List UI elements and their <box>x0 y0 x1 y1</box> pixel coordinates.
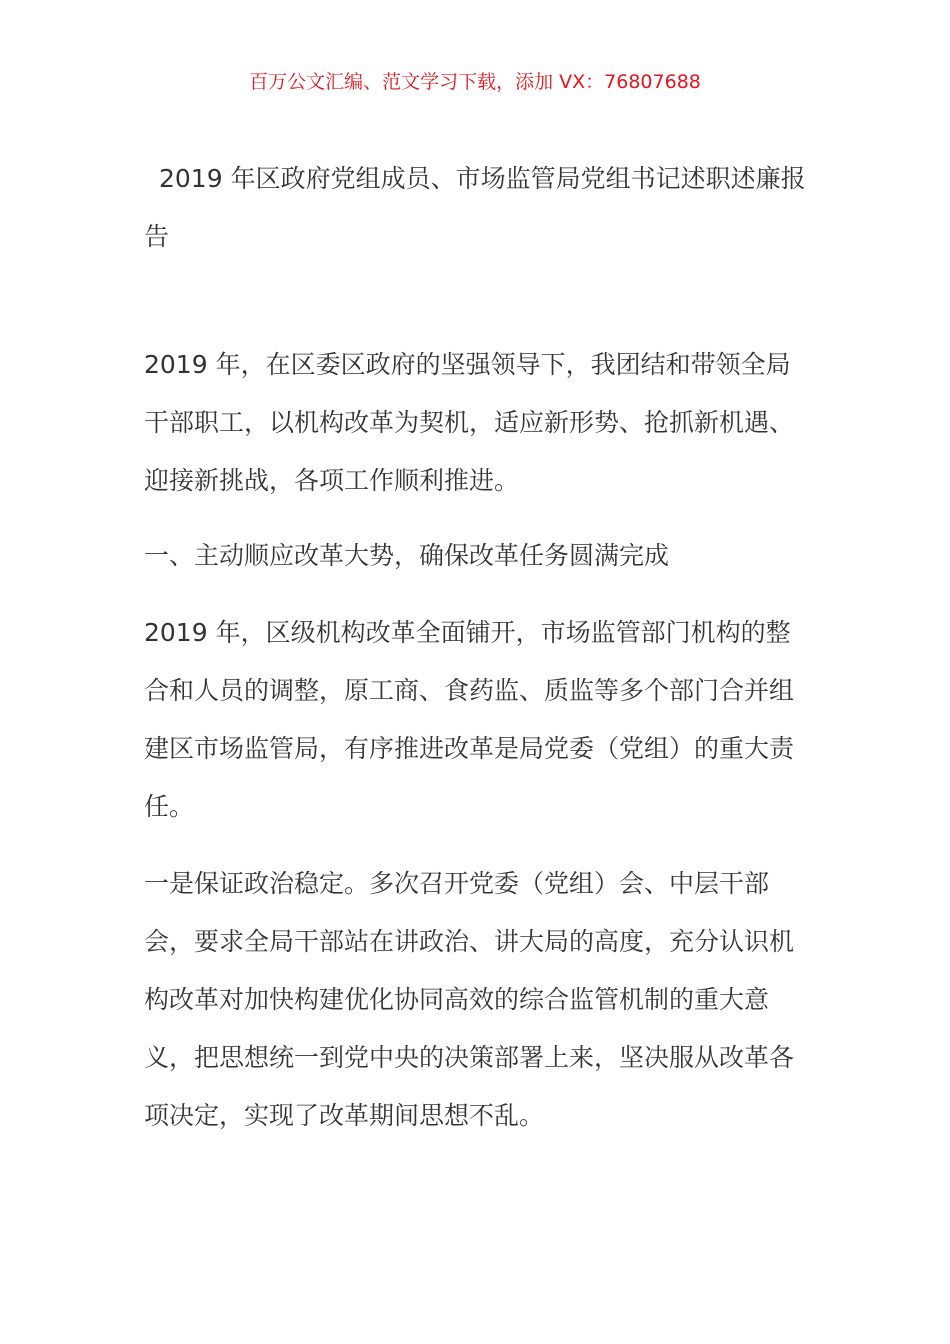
section-heading: 一、主动顺应改革大势，确保改革任务圆满完成 <box>144 541 670 570</box>
body-paragraph: 一是保证政治稳定。多次召开党委（党组）会、中层干部会，要求全局干部站在讲政治、讲大局的高度，充分认识机构改革对加快构建优化协同高效的综合监管机制的重大意义，把思想统一到党中央的决策部署上来，坚决服从改革各项决定，实现了改革期间思想不乱。 <box>144 869 795 1130</box>
intro-paragraph: 2019 年，在区委区政府的坚强领导下，我团结和带领全局干部职工，以机构改革为契机，适应新形势、抢抓新机遇、迎接新挑战，各项工作顺利推进。 <box>144 350 795 495</box>
body-paragraph: 2019 年，区级机构改革全面铺开，市场监管部门机构的整合和人员的调整，原工商、食药监、质监等多个部门合并组建区市场监管局，有序推进改革是局党委（党组）的重大责任。 <box>144 618 795 821</box>
document-title: 2019 年区政府党组成员、市场监管局党组书记述职述廉报告 <box>144 164 806 251</box>
watermark-banner: 百万公文汇编、范文学习下载，添加 VX：76807688 <box>249 71 701 93</box>
